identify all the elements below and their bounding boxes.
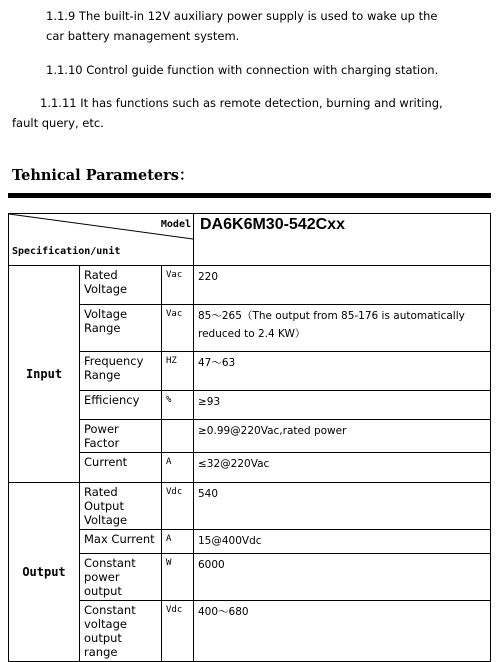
param-cell: Current (80, 453, 162, 483)
unit-cell: % (162, 391, 194, 420)
paragraph-line: fault query, etc. (12, 116, 104, 130)
param-cell: Efficiency (80, 391, 162, 420)
table-row (9, 391, 491, 420)
unit-cell: HZ (162, 352, 194, 391)
unit-cell (162, 420, 194, 453)
model-label: Model (160, 219, 191, 230)
paragraph-line: 1.1.11 It has functions such as remote detection, burning and writing, (40, 96, 443, 110)
unit-cell: Vdc (162, 483, 194, 530)
unit-cell: W (162, 554, 194, 601)
value-cell: 220 (194, 266, 491, 305)
table-row (9, 554, 491, 601)
param-cell: Constant voltage output range (80, 601, 162, 662)
param-cell: Frequency Range (80, 352, 162, 391)
unit-cell: A (162, 530, 194, 554)
param-cell: Power Factor (80, 420, 162, 453)
unit-cell: Vac (162, 266, 194, 305)
specification-unit-label: Specification/unit (12, 246, 121, 257)
spec-header-row (9, 214, 491, 266)
group-label-output: Output (9, 483, 80, 662)
unit-cell: Vdc (162, 601, 194, 662)
value-cell: ≤32@220Vac (194, 453, 491, 483)
table-row (9, 530, 491, 554)
table-row (9, 266, 491, 305)
paragraph-remote-detection (12, 93, 482, 133)
table-row (9, 453, 491, 483)
unit-cell: A (162, 453, 194, 483)
section-rule (8, 193, 491, 198)
table-row (9, 305, 491, 352)
value-cell: 6000 (194, 554, 491, 601)
model-name: DA6K6M30-542Cxx (194, 214, 491, 266)
group-label-input: Input (9, 266, 80, 483)
param-cell: Constant power output (80, 554, 162, 601)
table-row (9, 420, 491, 453)
table-row (9, 483, 491, 530)
value-cell: 15@400Vdc (194, 530, 491, 554)
table-row (9, 352, 491, 391)
spec-table (8, 213, 491, 662)
paragraph-auxiliary-power (46, 6, 438, 46)
value-cell: 47～63 (194, 352, 491, 391)
value-cell: ≥0.99@220Vac,rated power (194, 420, 491, 453)
param-cell: Rated Voltage (80, 266, 162, 305)
paragraph-control-guide: 1.1.10 Control guide function with connection with charging station. (46, 63, 439, 77)
paragraph-line: 1.1.9 The built-in 12V auxiliary power supply is used to wake up the (46, 9, 438, 23)
param-cell: Voltage Range (80, 305, 162, 352)
value-cell: 540 (194, 483, 491, 530)
unit-cell: Vac (162, 305, 194, 352)
param-cell: Max Current (80, 530, 162, 554)
table-row (9, 601, 491, 662)
value-cell: 85～265（The output from 85-176 is automatically reduced to 2.4 KW） (194, 305, 491, 352)
spec-header-cell (9, 214, 194, 266)
value-cell: 400～680 (194, 601, 491, 662)
param-cell: Rated Output Voltage (80, 483, 162, 530)
value-cell: ≥93 (194, 391, 491, 420)
paragraph-line: car battery management system. (46, 29, 240, 43)
section-title: Tehnical Parameters： (12, 167, 194, 184)
